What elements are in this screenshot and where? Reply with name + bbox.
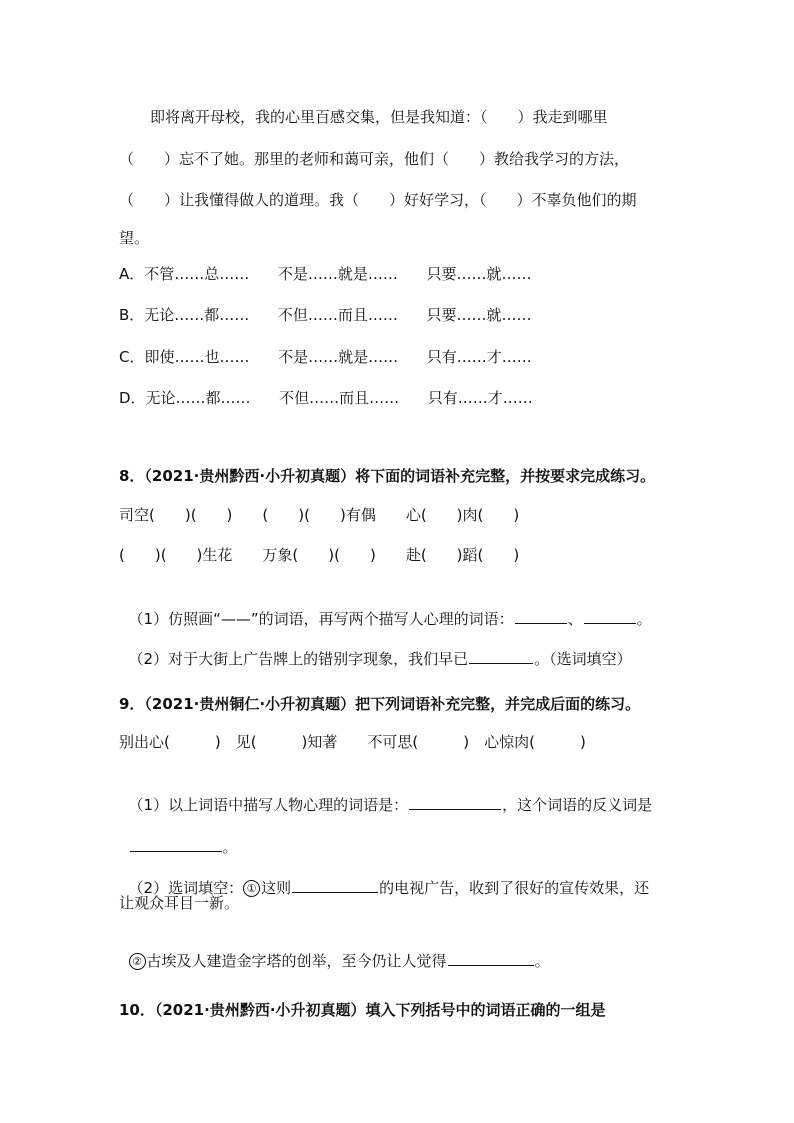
question-9-part-1-mid: ，这个词语的反义词是 <box>502 796 653 814</box>
question-9-title: 9．（2021·贵州铜仁·小升初真题）把下列词语补充完整，并完成后面的练习。 <box>119 695 641 713</box>
option-d: D．无论……都…… 不但……而且…… 只有……才…… <box>119 389 533 407</box>
question-9-part-2-b: 的电视广告，收到了很好的宣传效果，还 <box>379 879 650 897</box>
answer-blank[interactable] <box>469 647 533 664</box>
question-8-words-row-1: 司空( )( ) ( )( )有偶 心( )肉( ) <box>119 506 520 524</box>
answer-blank[interactable] <box>515 607 567 624</box>
circled-number-2: ② <box>129 953 146 970</box>
circled-number-1: ① <box>243 880 260 897</box>
answer-blank[interactable] <box>292 876 378 893</box>
question-8-words-row-2: ( )( )生花 万象( )( ) 赴( )蹈( ) <box>119 546 520 564</box>
answer-blank[interactable] <box>448 949 534 966</box>
question-10-title: 10．（2021·贵州黔西·小升初真题）填入下列括号中的词语正确的一组是 <box>119 1001 606 1019</box>
passage-line-2: （ ）忘不了她。那里的老师和蔼可亲，他们（ ）教给我学习的方法， <box>119 150 630 168</box>
option-b: B．无论……都…… 不但……而且…… 只要……就…… <box>119 306 532 324</box>
period: 。 <box>222 838 238 856</box>
question-8-part-2 <box>119 627 632 669</box>
question-9-part-1-text: （1）以上词语中描写人物心理的词语是： <box>128 796 409 814</box>
answer-blank[interactable] <box>409 793 501 810</box>
question-9-part-2-text: （2）选词填空： <box>128 879 244 897</box>
passage-line-4: 望。 <box>119 229 150 247</box>
question-9-part-2-a: 这则 <box>261 879 292 897</box>
question-9-words-row: 别出心( ) 见( )知著 不可思( ) 心惊肉( ) <box>119 733 586 751</box>
option-c: C．即使……也…… 不是……就是…… 只有……才…… <box>119 348 532 366</box>
period: 。 <box>636 610 652 628</box>
separator: 、 <box>567 610 583 628</box>
answer-blank[interactable] <box>130 835 222 852</box>
question-9-part-3 <box>119 929 550 971</box>
question-9-part-1 <box>119 773 652 815</box>
question-9-part-2 <box>119 856 649 898</box>
question-9-part-3-text: 古埃及人建造金字塔的创举，至今仍让人觉得 <box>146 952 447 970</box>
passage-line-1: 即将离开母校，我的心里百感交集，但是我知道：（ ）我走到哪里 <box>150 108 608 126</box>
question-8-title: 8．（2021·贵州黔西·小升初真题）将下面的词语补充完整，并按要求完成练习。 <box>119 467 656 485</box>
period: 。 <box>534 952 550 970</box>
question-8-part-1 <box>119 587 652 629</box>
question-8-part-2-text: （2）对于大街上广告牌上的错别字现象，我们早已 <box>128 650 469 668</box>
question-9-part-2-line-2: 让观众耳目一新。 <box>119 894 240 912</box>
passage-line-3: （ ）让我懂得做人的道理。我（ ）好好学习，（ ）不辜负他们的期 <box>119 191 637 209</box>
question-9-part-1-cont <box>119 815 238 857</box>
question-8-part-2-end: 。（选词填空） <box>534 650 632 668</box>
question-8-part-1-text: （1）仿照画“——”的词语，再写两个描写人心理的词语： <box>128 610 514 628</box>
answer-blank[interactable] <box>584 607 636 624</box>
option-a: A．不管……总…… 不是……就是…… 只要……就…… <box>119 265 532 283</box>
